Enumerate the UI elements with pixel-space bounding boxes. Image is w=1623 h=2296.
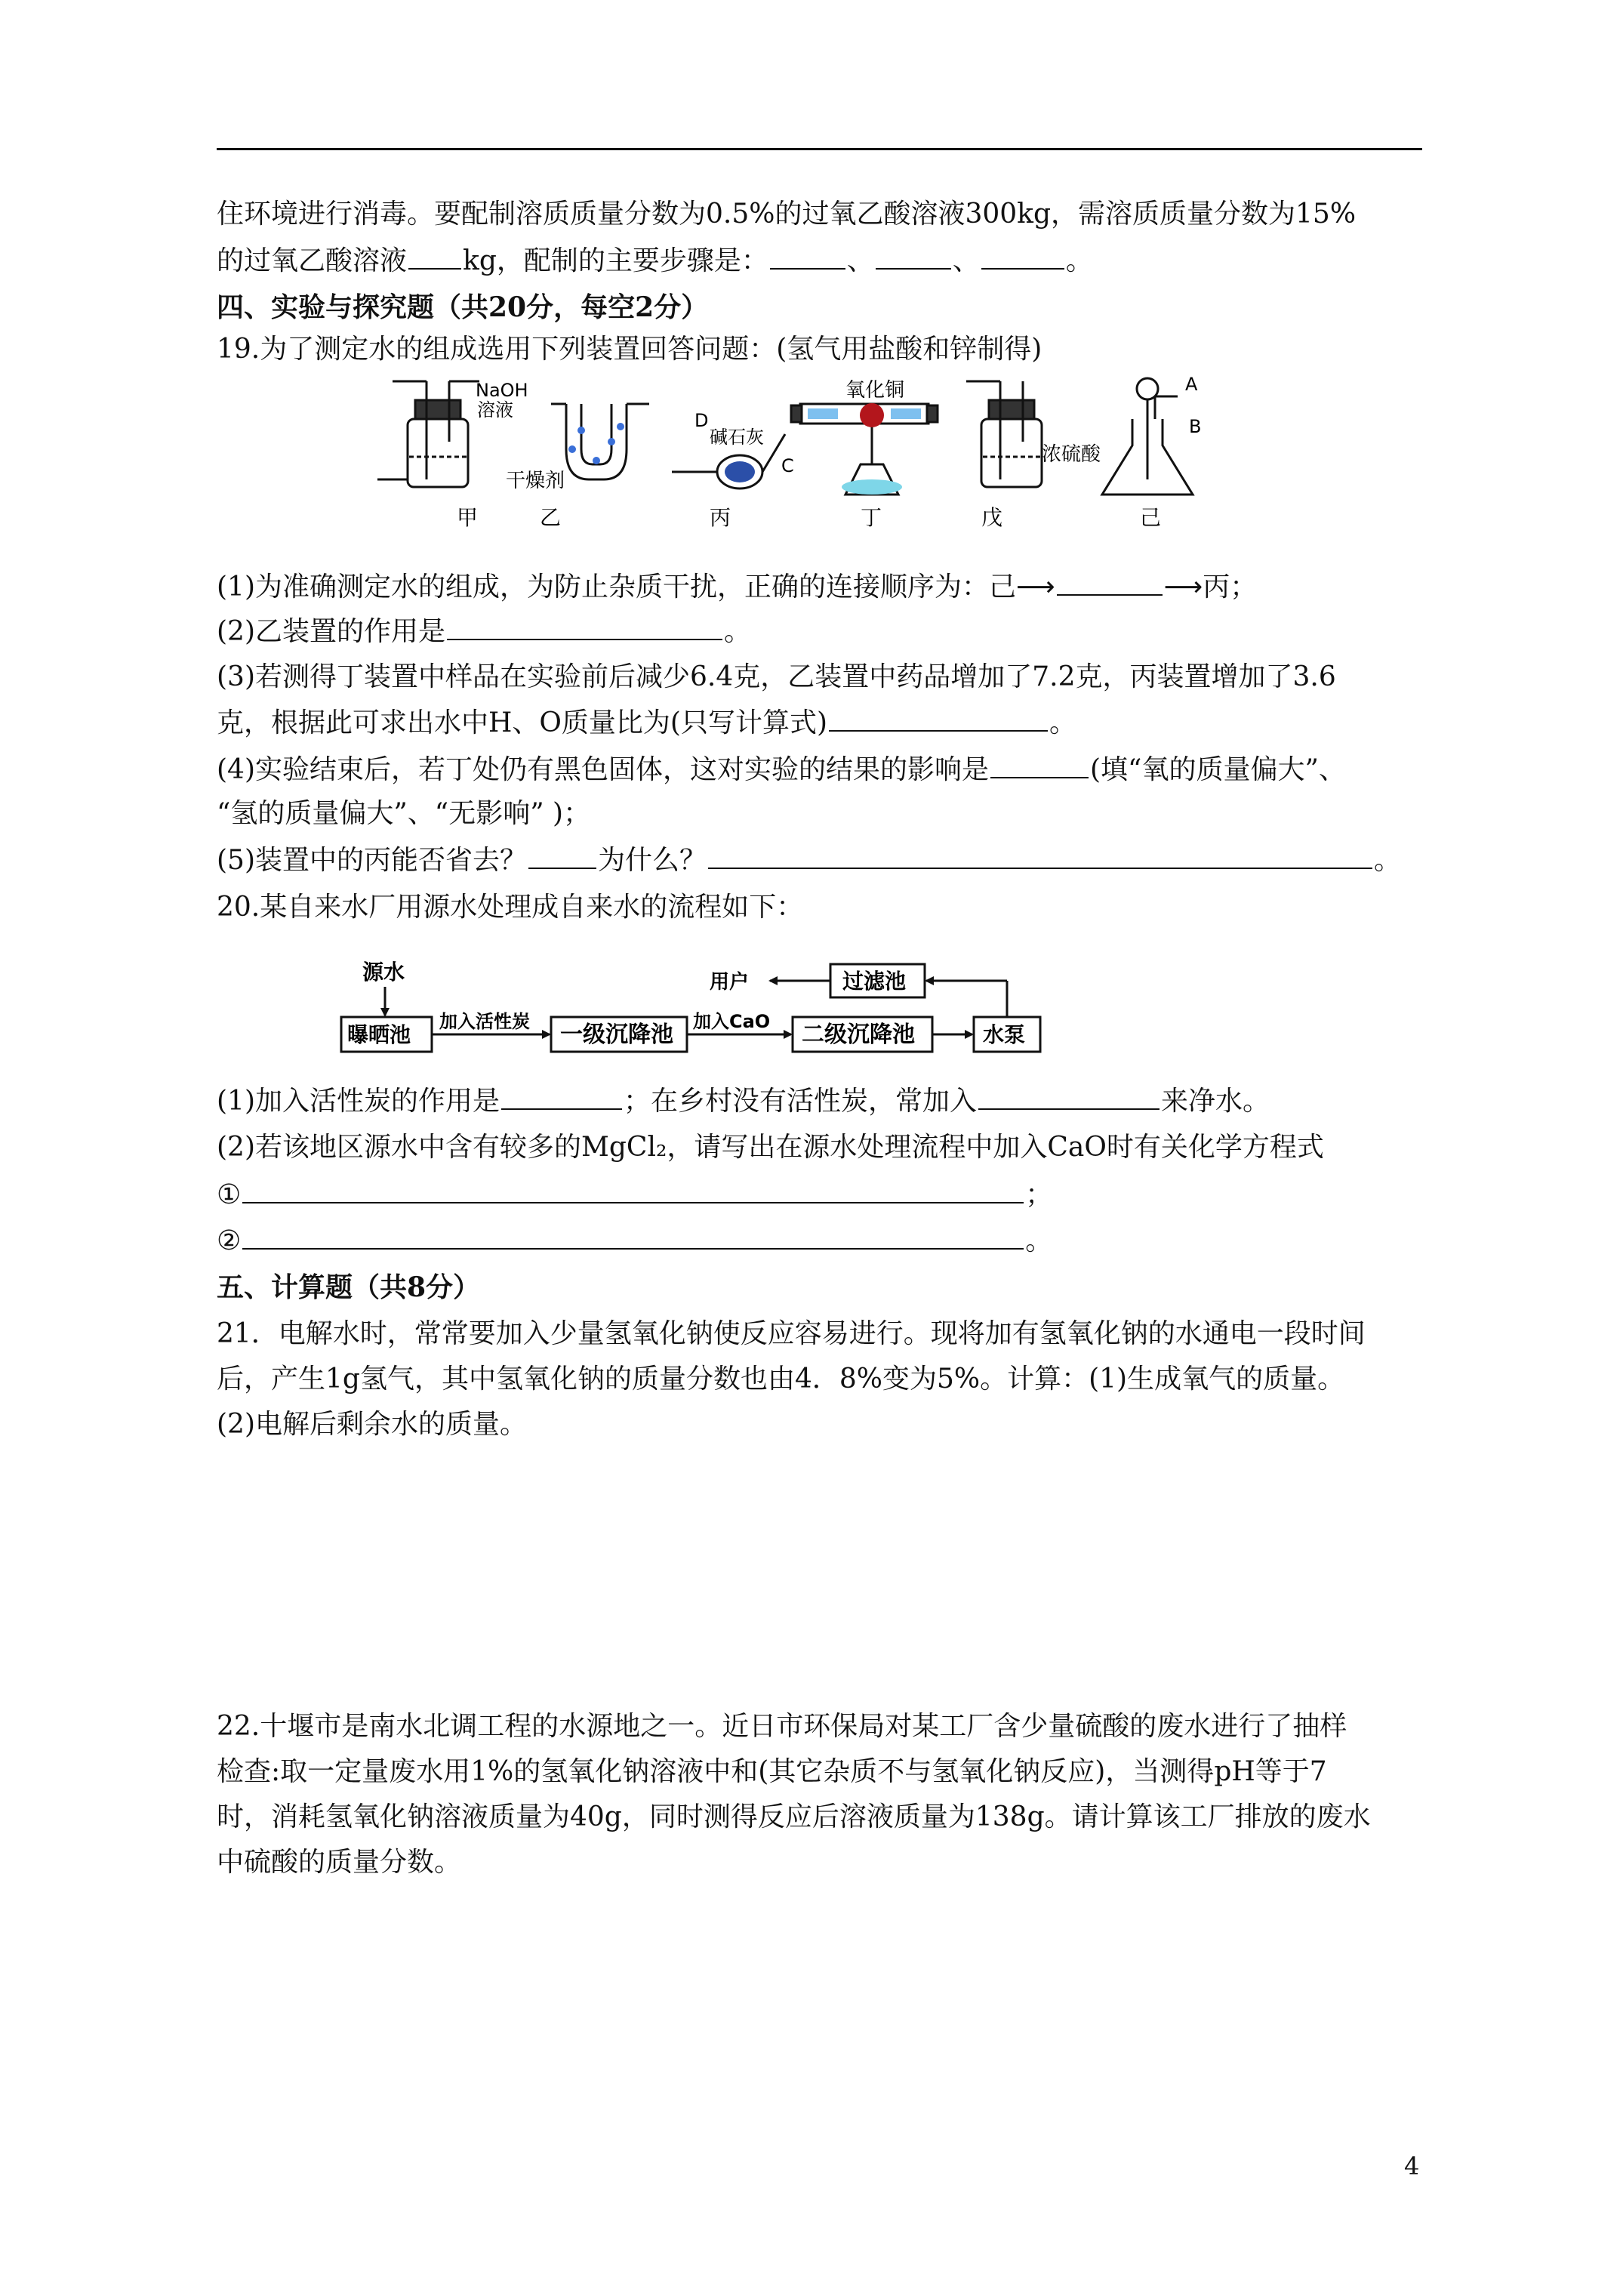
q22-line1: 22.十堰市是南水北调工程的水源地之一。近日市环保局对某工厂含少量硫酸的废水进行了抽样 <box>217 1711 1347 1742</box>
q22-line2: 检查:取一定量废水用1%的氢氧化钠溶液中和(其它杂质不与氢氧化钠反应)，当测得pH等于7 <box>217 1756 1327 1787</box>
label-settle2: 二级沉降池 <box>802 1022 915 1048</box>
label-a: A <box>1185 374 1198 395</box>
header-rule <box>217 148 1422 150</box>
label-add-cao: 加入CaO <box>693 1011 771 1032</box>
q20-stem: 20.某自来水厂用源水处理成自来水的流程如下： <box>217 892 804 923</box>
label-filter: 过滤池 <box>842 969 907 994</box>
page-number: 4 <box>1404 2152 1420 2180</box>
label-ding: 丁 <box>861 505 882 530</box>
q19-part3: (3)若测得丁装置中样品在实验前后减少6.4克，乙装置中药品增加了7.2克，丙装置增加了3.6 <box>217 661 1336 692</box>
apparatus-figure <box>377 374 1261 532</box>
water-treatment-flow <box>332 955 1087 1068</box>
answer-blank[interactable] <box>978 1084 1160 1110</box>
answer-blank[interactable] <box>708 843 1372 869</box>
answer-blank[interactable] <box>242 1178 1024 1203</box>
label-d: D <box>694 410 709 431</box>
q22-line3: 时，消耗氢氧化钠溶液质量为40g，同时测得反应后溶液质量为138g。请计算该工厂排放的废水 <box>217 1801 1371 1832</box>
bottle-jia <box>408 419 468 487</box>
q21-line3: (2)电解后剩余水的质量。 <box>217 1409 527 1440</box>
label-settle1: 一级沉降池 <box>560 1022 673 1048</box>
answer-blank[interactable] <box>242 1224 1024 1250</box>
q21-line1: 21．电解水时，常常要加入少量氢氧化钠使反应容易进行。现将加有氢氧化钠的水通电一段时间 <box>217 1318 1366 1349</box>
q22-line4: 中硫酸的质量分数。 <box>217 1847 462 1878</box>
q20-equation1: ① ； <box>217 1179 1053 1210</box>
answer-blank[interactable] <box>876 244 951 270</box>
label-users: 用户 <box>710 971 750 994</box>
label-bing: 丙 <box>710 505 731 530</box>
label-desiccant: 干燥剂 <box>506 470 565 492</box>
label-soda-lime: 碱石灰 <box>710 427 764 448</box>
q20-part2: (2)若该地区源水中含有较多的MgCl₂，请写出在源水处理流程中加入CaO时有关化学方程式 <box>217 1132 1324 1163</box>
answer-blank[interactable] <box>447 615 722 640</box>
label-ji: 己 <box>1140 505 1162 530</box>
label-conc-acid: 浓硫酸 <box>1042 443 1101 466</box>
answer-blank[interactable] <box>1057 570 1163 596</box>
label-add-carbon: 加入活性炭 <box>439 1011 530 1032</box>
q20-equation2: ② 。 <box>217 1225 1053 1256</box>
bottle-wu <box>981 419 1042 487</box>
q19-stem: 19.为了测定水的组成选用下列装置回答问题：(氢气用盐酸和锌制得) <box>217 334 1042 365</box>
label-copper-oxide: 氧化铜 <box>845 379 905 402</box>
answer-blank[interactable] <box>981 244 1064 270</box>
u-tube-yi <box>566 404 627 479</box>
section-5-heading: 五、计算题（共8分） <box>217 1271 481 1303</box>
answer-blank[interactable] <box>501 1084 622 1110</box>
q18-line2: 的过氧乙酸溶液 kg，配制的主要步骤是： 、 、 。 <box>217 245 1093 276</box>
label-naoh: NaOH <box>476 380 528 401</box>
q19-part4-cont: “氢的质量偏大”、“无影响” )； <box>217 798 591 829</box>
q20-part1: (1)加入活性炭的作用是 ；在乡村没有活性炭，常加入 来净水。 <box>217 1086 1270 1117</box>
q19-part3-cont: 克，根据此可求出水中H、O质量比为(只写计算式) 。 <box>217 707 1077 738</box>
answer-blank[interactable] <box>408 244 461 270</box>
answer-blank[interactable] <box>829 706 1048 732</box>
answer-blank[interactable] <box>990 753 1089 778</box>
label-wu: 戊 <box>981 505 1003 530</box>
section-4-heading: 四、实验与探究题（共20分，每空2分） <box>217 291 709 323</box>
q18-line1: 住环境进行消毒。要配制溶质质量分数为0.5%的过氧乙酸溶液300kg，需溶质质量分数为15% <box>217 199 1357 230</box>
label-jia: 甲 <box>457 505 479 530</box>
label-c: C <box>781 455 794 476</box>
q19-part2: (2)乙装置的作用是 。 <box>217 616 752 647</box>
label-source-water: 源水 <box>362 960 405 985</box>
q19-part4: (4)实验结束后，若丁处仍有黑色固体，这对实验的结果的影响是 (填“氧的质量偏大”、 <box>217 754 1346 785</box>
q19-part1: (1)为准确测定水的组成，为防止杂质干扰，正确的连接顺序为：己⟶ ⟶丙； <box>217 572 1258 603</box>
q19-part5: (5)装置中的丙能否省去？ 为什么？ 。 <box>217 845 1402 876</box>
label-solution: 溶液 <box>477 399 513 421</box>
label-b: B <box>1189 416 1202 437</box>
q21-line2: 后，产生1g氢气，其中氢氧化钠的质量分数也由4．8%变为5%。计算：(1)生成氧气的质量。 <box>217 1364 1345 1395</box>
answer-blank[interactable] <box>528 843 596 869</box>
label-yi: 乙 <box>540 505 562 530</box>
label-pump: 水泵 <box>983 1022 1026 1047</box>
answer-blank[interactable] <box>770 244 845 270</box>
label-sun-pool: 曝晒池 <box>347 1022 411 1047</box>
